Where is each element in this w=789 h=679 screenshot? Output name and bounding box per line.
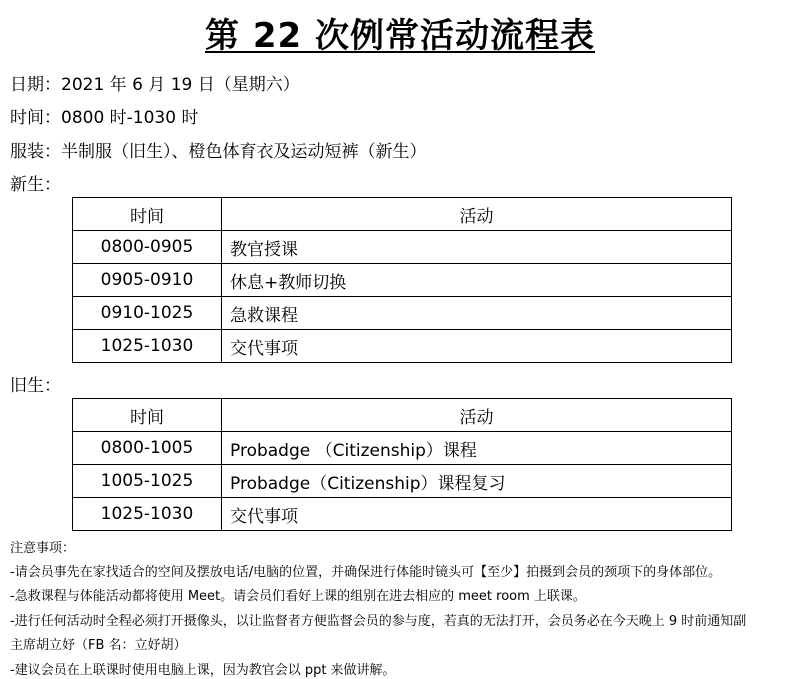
time-cell: 0910-1025	[73, 297, 222, 330]
note-item: -建议会员在上联课时使用电脑上课，因为教官会以 ppt 来做讲解。	[10, 663, 396, 678]
activity-cell: 交代事项	[222, 330, 732, 363]
activity-header: 活动	[222, 399, 732, 432]
activity-cell: 教官授课	[222, 231, 732, 264]
table-row	[73, 330, 732, 363]
page-title	[0, 8, 789, 57]
activity-header: 活动	[222, 198, 732, 231]
table-header-row	[73, 198, 732, 231]
time-cell: 1025-1030	[73, 498, 222, 531]
activity-cell: 交代事项	[222, 498, 732, 531]
note-item: -进行任何活动时全程必须打开摄像头，以让监督者方便监督会员的参与度，若真的无法打开，会员务必在今天晚上 9 时前通知副	[10, 614, 747, 629]
activity-cell: Probadge （Citizenship）课程	[222, 432, 732, 465]
time-cell: 1025-1030	[73, 330, 222, 363]
note-item: 主席胡立妤（FB 名：立妤胡）	[10, 638, 187, 653]
time-cell: 0800-1005	[73, 432, 222, 465]
activity-cell: Probadge（Citizenship）课程复习	[222, 465, 732, 498]
date-line: 日期：2021 年 6 月 19 日（星期六）	[10, 75, 300, 95]
attire-line: 服装：半制服（旧生）、橙色体育衣及运动短裤（新生）	[10, 142, 427, 162]
old-members-table	[72, 398, 732, 531]
note-item: -请会员事先在家找适合的空间及摆放电话/电脑的位置，并确保进行体能时镜头可【至少】拍摄到会员的颈项下的身体部位。	[10, 565, 722, 580]
old-members-label: 旧生：	[10, 376, 61, 396]
time-cell: 0800-0905	[73, 231, 222, 264]
time-line: 时间：0800 时-1030 时	[10, 108, 199, 128]
table-row	[73, 498, 732, 531]
table-header-row	[73, 399, 732, 432]
activity-cell: 急救课程	[222, 297, 732, 330]
table-row	[73, 432, 732, 465]
table-row	[73, 297, 732, 330]
time-cell: 0905-0910	[73, 264, 222, 297]
table-row	[73, 231, 732, 264]
notes-heading: 注意事项：	[10, 541, 76, 556]
table-row	[73, 264, 732, 297]
time-header: 时间	[73, 399, 222, 432]
time-cell: 1005-1025	[73, 465, 222, 498]
table-row	[73, 465, 732, 498]
note-item: -急救课程与体能活动都将使用 Meet。请会员们看好上课的组别在进去相应的 meet room 上联课。	[10, 589, 586, 604]
title-text: 第 22 次例常活动流程表	[205, 16, 595, 56]
new-members-label: 新生：	[10, 175, 61, 195]
time-header: 时间	[73, 198, 222, 231]
activity-cell: 休息+教师切换	[222, 264, 732, 297]
new-members-table	[72, 197, 732, 363]
